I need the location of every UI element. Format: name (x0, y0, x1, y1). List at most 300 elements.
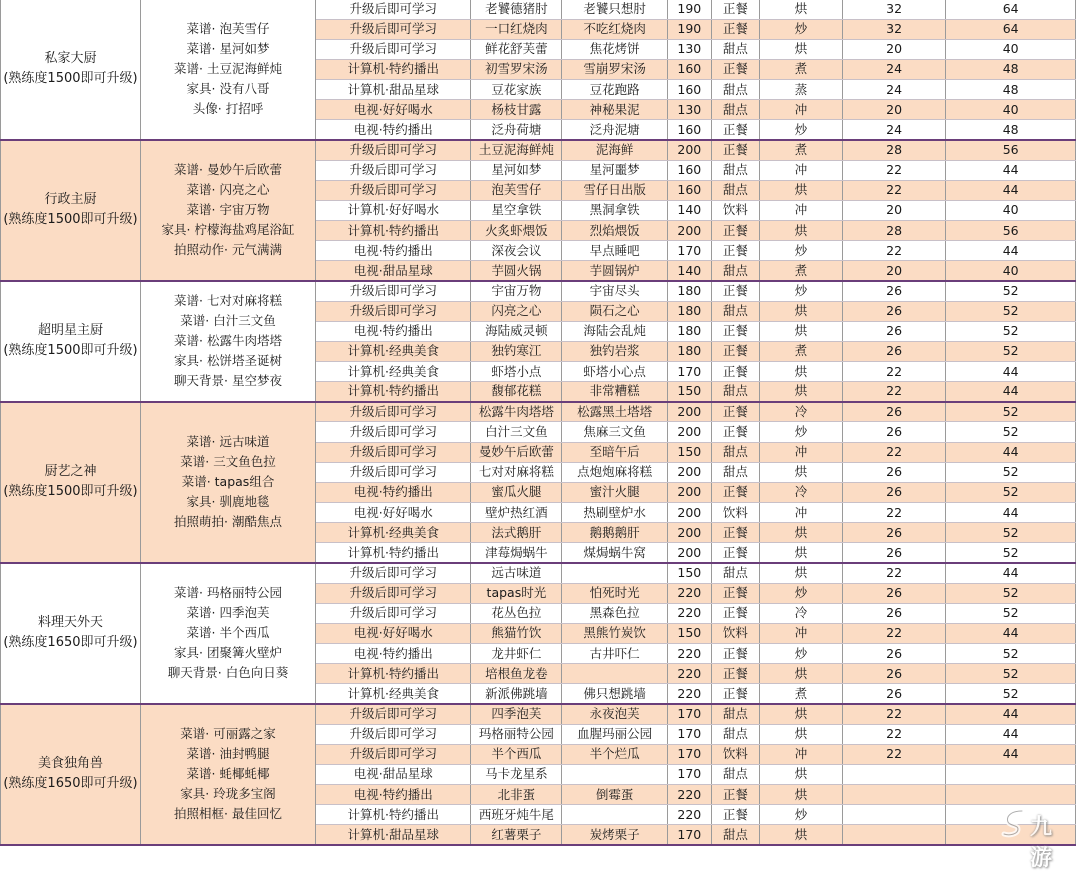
unlock-item: 菜谱· 远古味道 (186, 434, 270, 450)
chef-name: 行政主厨 (44, 192, 97, 208)
failed-dish-cell: 非常糟糕 (562, 382, 668, 402)
exp-small-cell: 26 (842, 603, 945, 623)
method-cell: 烘 (759, 362, 842, 382)
unlock-item: 菜谱· 油封鸭腿 (186, 746, 270, 762)
method-cell: 冷 (759, 603, 842, 623)
method-cell: 烘 (759, 221, 842, 241)
chef-name: 超明星主厨 (37, 323, 103, 339)
price-cell: 220 (667, 784, 711, 804)
unlock-item: 家具· 没有八哥 (186, 81, 270, 97)
category-cell: 正餐 (711, 321, 759, 341)
exp-small-cell: 26 (842, 684, 945, 704)
source-cell: 电视·甜品星球 (316, 764, 471, 784)
dish-cell: 红薯栗子 (471, 825, 562, 845)
failed-dish-cell: 泛舟泥塘 (562, 120, 668, 140)
exp-large-cell: 44 (946, 160, 1076, 180)
category-cell: 正餐 (711, 482, 759, 502)
exp-large-cell: 52 (946, 301, 1076, 321)
price-cell: 170 (667, 704, 711, 724)
dish-cell: 闪亮之心 (471, 301, 562, 321)
category-cell: 正餐 (711, 59, 759, 79)
source-cell: 计算机·经典美食 (316, 684, 471, 704)
source-cell: 电视·特约播出 (316, 241, 471, 261)
exp-small-cell: 26 (842, 281, 945, 301)
unlock-item: 菜谱· 宇宙万物 (186, 202, 270, 218)
method-cell: 冲 (759, 623, 842, 643)
dish-cell: 蜜瓜火腿 (471, 482, 562, 502)
unlock-item: 菜谱· 松露牛肉塔塔 (174, 333, 282, 349)
method-cell: 烘 (759, 523, 842, 543)
dish-cell: 土豆泥海鲜炖 (471, 140, 562, 160)
exp-large-cell: 44 (946, 241, 1076, 261)
exp-large-cell: 48 (946, 59, 1076, 79)
unlock-item: 头像· 打招呼 (192, 101, 264, 117)
exp-small-cell: 22 (842, 442, 945, 462)
exp-large-cell: 44 (946, 623, 1076, 643)
exp-small-cell: 26 (842, 301, 945, 321)
method-cell: 烘 (759, 321, 842, 341)
method-cell: 冷 (759, 402, 842, 422)
price-cell: 160 (667, 120, 711, 140)
dish-cell: 星河如梦 (471, 160, 562, 180)
failed-dish-cell: 蜜汁火腿 (562, 482, 668, 502)
dish-cell: 老饕德猪肘 (471, 0, 562, 19)
unlock-item: 家具· 柠檬海盐鸡尾浴缸 (161, 222, 295, 238)
category-cell: 正餐 (711, 221, 759, 241)
unlock-item: 聊天背景· 星空梦夜 (174, 373, 282, 389)
price-cell: 180 (667, 321, 711, 341)
price-cell: 170 (667, 825, 711, 845)
price-cell: 220 (667, 603, 711, 623)
dish-cell: 独钓寒江 (471, 341, 562, 361)
unlock-list-cell (140, 0, 315, 140)
source-cell: 升级后即可学习 (316, 140, 471, 160)
exp-small-cell: 28 (842, 140, 945, 160)
source-cell: 升级后即可学习 (316, 744, 471, 764)
price-cell: 200 (667, 221, 711, 241)
dish-cell: 龙井虾仁 (471, 644, 562, 664)
price-cell: 160 (667, 180, 711, 200)
exp-large-cell: 44 (946, 704, 1076, 724)
source-cell: 计算机·好好喝水 (316, 200, 471, 220)
source-cell: 计算机·特约播出 (316, 221, 471, 241)
failed-dish-cell: 海陆会乱炖 (562, 321, 668, 341)
failed-dish-cell (562, 563, 668, 583)
failed-dish-cell: 血腥玛丽公园 (562, 724, 668, 744)
exp-small-cell: 26 (842, 341, 945, 361)
method-cell: 炒 (759, 241, 842, 261)
exp-large-cell: 40 (946, 200, 1076, 220)
method-cell: 冷 (759, 482, 842, 502)
method-cell: 冲 (759, 200, 842, 220)
method-cell: 炒 (759, 422, 842, 442)
dish-cell: 花丛色拉 (471, 603, 562, 623)
exp-large-cell: 52 (946, 523, 1076, 543)
exp-small-cell: 26 (842, 482, 945, 502)
exp-small-cell: 24 (842, 120, 945, 140)
price-cell: 220 (667, 684, 711, 704)
dish-cell: 北非蛋 (471, 784, 562, 804)
method-cell: 烘 (759, 543, 842, 563)
unlock-item: 菜谱· 三文鱼色拉 (180, 454, 276, 470)
unlock-list-cell (140, 563, 315, 704)
exp-small-cell: 20 (842, 261, 945, 281)
price-cell: 180 (667, 281, 711, 301)
exp-large-cell: 52 (946, 462, 1076, 482)
unlock-item: 菜谱· 泡芙雪仔 (186, 21, 270, 37)
source-cell: 升级后即可学习 (316, 704, 471, 724)
method-cell: 炒 (759, 644, 842, 664)
source-cell: 电视·特约播出 (316, 321, 471, 341)
exp-large-cell: 44 (946, 362, 1076, 382)
source-cell: 升级后即可学习 (316, 603, 471, 623)
price-cell: 170 (667, 744, 711, 764)
category-cell: 饮料 (711, 744, 759, 764)
unlock-list-cell (140, 704, 315, 845)
exp-large-cell: 40 (946, 39, 1076, 59)
failed-dish-cell (562, 664, 668, 684)
recipe-row (1, 140, 1076, 160)
source-cell: 升级后即可学习 (316, 563, 471, 583)
unlock-list-cell (140, 140, 315, 281)
category-cell: 正餐 (711, 684, 759, 704)
unlock-item: 菜谱· 可丽露之家 (180, 726, 276, 742)
dish-cell: 培根鱼龙卷 (471, 664, 562, 684)
method-cell: 冲 (759, 744, 842, 764)
unlock-item: 菜谱· 曼妙午后欧蕾 (174, 162, 282, 178)
dish-cell: 杨枝甘露 (471, 100, 562, 120)
price-cell: 170 (667, 724, 711, 744)
price-cell: 190 (667, 0, 711, 19)
exp-small-cell: 20 (842, 100, 945, 120)
chef-requirement: (熟练度1500即可升级) (3, 484, 138, 500)
dish-cell: 鲜花舒芙蕾 (471, 39, 562, 59)
exp-large-cell: 52 (946, 543, 1076, 563)
chef-title-cell (1, 563, 141, 704)
dish-cell: 一口红烧肉 (471, 19, 562, 39)
failed-dish-cell: 炭烤栗子 (562, 825, 668, 845)
exp-large-cell: 52 (946, 422, 1076, 442)
category-cell: 正餐 (711, 19, 759, 39)
price-cell: 200 (667, 140, 711, 160)
category-cell: 正餐 (711, 281, 759, 301)
chef-title-cell (1, 402, 141, 563)
price-cell: 160 (667, 80, 711, 100)
price-cell: 160 (667, 160, 711, 180)
source-cell: 升级后即可学习 (316, 39, 471, 59)
source-cell: 升级后即可学习 (316, 19, 471, 39)
recipe-row (1, 704, 1076, 724)
dish-cell: 泡芙雪仔 (471, 180, 562, 200)
exp-large-cell: 52 (946, 482, 1076, 502)
source-cell: 计算机·特约播出 (316, 59, 471, 79)
failed-dish-cell: 星河噩梦 (562, 160, 668, 180)
category-cell: 甜点 (711, 724, 759, 744)
method-cell: 炒 (759, 583, 842, 603)
chef-title-cell (1, 0, 141, 140)
dish-cell: 四季泡芙 (471, 704, 562, 724)
failed-dish-cell: 永夜泡芙 (562, 704, 668, 724)
exp-large-cell: 52 (946, 341, 1076, 361)
unlock-item: 菜谱· 蚝椰蚝椰 (186, 766, 270, 782)
source-cell: 计算机·特约播出 (316, 382, 471, 402)
recipe-row (1, 402, 1076, 422)
exp-large-cell: 52 (946, 281, 1076, 301)
dish-cell: 熊猫竹饮 (471, 623, 562, 643)
method-cell: 烘 (759, 784, 842, 804)
dish-cell: 新派佛跳墙 (471, 684, 562, 704)
source-cell: 升级后即可学习 (316, 0, 471, 19)
exp-large-cell: 44 (946, 382, 1076, 402)
source-cell: 升级后即可学习 (316, 422, 471, 442)
exp-small-cell: 22 (842, 241, 945, 261)
source-cell: 电视·好好喝水 (316, 623, 471, 643)
source-cell: 计算机·经典美食 (316, 362, 471, 382)
source-cell: 电视·好好喝水 (316, 100, 471, 120)
category-cell: 正餐 (711, 341, 759, 361)
exp-large-cell: 56 (946, 221, 1076, 241)
exp-large-cell: 52 (946, 583, 1076, 603)
recipe-row (1, 0, 1076, 19)
chef-name: 厨艺之神 (44, 464, 97, 480)
method-cell: 烘 (759, 0, 842, 19)
watermark (1000, 807, 1066, 871)
unlock-item: 家具· 团聚篝火壁炉 (174, 645, 282, 661)
method-cell: 烘 (759, 724, 842, 744)
exp-small-cell: 22 (842, 704, 945, 724)
price-cell: 200 (667, 422, 711, 442)
failed-dish-cell: 雪仔日出版 (562, 180, 668, 200)
category-cell: 甜点 (711, 180, 759, 200)
price-cell: 190 (667, 19, 711, 39)
source-cell: 计算机·经典美食 (316, 523, 471, 543)
exp-small-cell (842, 825, 945, 845)
method-cell: 烘 (759, 39, 842, 59)
price-cell: 170 (667, 764, 711, 784)
method-cell: 烘 (759, 301, 842, 321)
exp-large-cell: 52 (946, 603, 1076, 623)
category-cell: 正餐 (711, 120, 759, 140)
failed-dish-cell: 点炮炮麻将糕 (562, 462, 668, 482)
chef-requirement: (熟练度1500即可升级) (3, 212, 138, 228)
dish-cell: 深夜会议 (471, 241, 562, 261)
exp-large-cell: 52 (946, 664, 1076, 684)
dish-cell: 曼妙午后欧蕾 (471, 442, 562, 462)
method-cell: 冲 (759, 442, 842, 462)
failed-dish-cell: 鹅鹅鹅肝 (562, 523, 668, 543)
exp-large-cell: 44 (946, 563, 1076, 583)
failed-dish-cell: 虾塔小心点 (562, 362, 668, 382)
method-cell: 烘 (759, 462, 842, 482)
exp-small-cell: 26 (842, 523, 945, 543)
source-cell: 计算机·甜品星球 (316, 825, 471, 845)
exp-small-cell: 26 (842, 402, 945, 422)
failed-dish-cell: 佛只想跳墙 (562, 684, 668, 704)
method-cell: 烘 (759, 664, 842, 684)
category-cell: 正餐 (711, 664, 759, 684)
exp-small-cell: 20 (842, 39, 945, 59)
method-cell: 煮 (759, 684, 842, 704)
source-cell: 计算机·经典美食 (316, 341, 471, 361)
exp-small-cell: 32 (842, 0, 945, 19)
price-cell: 130 (667, 100, 711, 120)
source-cell: 升级后即可学习 (316, 402, 471, 422)
unlock-item: 菜谱· 四季泡芙 (186, 605, 270, 621)
price-cell: 140 (667, 200, 711, 220)
unlock-item: 菜谱· 半个西瓜 (186, 625, 270, 641)
dish-cell: 星空拿铁 (471, 200, 562, 220)
unlock-item: 菜谱· 土豆泥海鲜炖 (174, 61, 282, 77)
exp-large-cell: 52 (946, 321, 1076, 341)
category-cell: 正餐 (711, 603, 759, 623)
exp-small-cell: 22 (842, 503, 945, 523)
category-cell: 甜点 (711, 825, 759, 845)
price-cell: 150 (667, 382, 711, 402)
dish-cell: 虾塔小点 (471, 362, 562, 382)
dish-cell: 西班牙炖牛尾 (471, 805, 562, 825)
category-cell: 甜点 (711, 462, 759, 482)
failed-dish-cell: 黑熊竹炭饮 (562, 623, 668, 643)
chef-name: 料理天外天 (37, 615, 103, 631)
source-cell: 电视·特约播出 (316, 644, 471, 664)
price-cell: 200 (667, 543, 711, 563)
source-cell: 电视·特约播出 (316, 120, 471, 140)
unlock-item: 菜谱· 七对对麻将糕 (174, 293, 282, 309)
category-cell: 饮料 (711, 503, 759, 523)
dish-cell: 白汁三文鱼 (471, 422, 562, 442)
recipe-row (1, 563, 1076, 583)
price-cell: 180 (667, 301, 711, 321)
failed-dish-cell: 陨石之心 (562, 301, 668, 321)
category-cell: 正餐 (711, 422, 759, 442)
source-cell: 计算机·甜品星球 (316, 80, 471, 100)
method-cell: 烘 (759, 704, 842, 724)
category-cell: 正餐 (711, 805, 759, 825)
dish-cell: 半个西瓜 (471, 744, 562, 764)
price-cell: 220 (667, 664, 711, 684)
exp-small-cell: 24 (842, 59, 945, 79)
category-cell: 饮料 (711, 623, 759, 643)
unlock-item: 菜谱· 玛格丽特公园 (174, 585, 282, 601)
watermark-text: 九游 (1030, 815, 1053, 871)
method-cell: 冲 (759, 100, 842, 120)
unlock-list-cell (140, 281, 315, 402)
unlock-item: 菜谱· 白汁三文鱼 (180, 313, 276, 329)
dish-cell: 海陆威灵顿 (471, 321, 562, 341)
method-cell: 冲 (759, 160, 842, 180)
method-cell: 炒 (759, 805, 842, 825)
price-cell: 150 (667, 563, 711, 583)
method-cell: 炒 (759, 281, 842, 301)
failed-dish-cell: 烈焰煨饭 (562, 221, 668, 241)
chef-requirement: (熟练度1650即可升级) (3, 635, 138, 651)
failed-dish-cell: 雪崩罗宋汤 (562, 59, 668, 79)
chef-requirement: (熟练度1650即可升级) (3, 776, 138, 792)
method-cell: 烘 (759, 563, 842, 583)
source-cell: 升级后即可学习 (316, 281, 471, 301)
method-cell: 煮 (759, 341, 842, 361)
exp-large-cell: 44 (946, 503, 1076, 523)
failed-dish-cell: 倒霉蛋 (562, 784, 668, 804)
exp-large-cell: 40 (946, 100, 1076, 120)
chef-name: 美食独角兽 (37, 756, 103, 772)
source-cell: 电视·甜品星球 (316, 261, 471, 281)
exp-large-cell: 44 (946, 180, 1076, 200)
method-cell: 冲 (759, 503, 842, 523)
exp-small-cell: 22 (842, 724, 945, 744)
dish-cell: 松露牛肉塔塔 (471, 402, 562, 422)
exp-large-cell: 48 (946, 120, 1076, 140)
exp-small-cell: 22 (842, 160, 945, 180)
source-cell: 电视·特约播出 (316, 784, 471, 804)
exp-large-cell: 52 (946, 644, 1076, 664)
unlock-item: 菜谱· 闪亮之心 (186, 182, 270, 198)
exp-small-cell: 22 (842, 382, 945, 402)
failed-dish-cell: 不吃红烧肉 (562, 19, 668, 39)
unlock-item: 家具· 松饼塔圣诞树 (174, 353, 282, 369)
source-cell: 升级后即可学习 (316, 301, 471, 321)
price-cell: 200 (667, 482, 711, 502)
category-cell: 甜点 (711, 704, 759, 724)
category-cell: 饮料 (711, 200, 759, 220)
failed-dish-cell: 半个烂瓜 (562, 744, 668, 764)
price-cell: 220 (667, 644, 711, 664)
failed-dish-cell: 泥海鲜 (562, 140, 668, 160)
exp-small-cell: 28 (842, 221, 945, 241)
price-cell: 160 (667, 59, 711, 79)
source-cell: 计算机·特约播出 (316, 664, 471, 684)
price-cell: 140 (667, 261, 711, 281)
category-cell: 甜点 (711, 261, 759, 281)
dish-cell: 法式鹅肝 (471, 523, 562, 543)
category-cell: 甜点 (711, 80, 759, 100)
exp-large-cell: 64 (946, 19, 1076, 39)
dish-cell: 远古味道 (471, 563, 562, 583)
unlock-item: 拍照相框· 最佳回忆 (174, 806, 282, 822)
chef-title-cell (1, 281, 141, 402)
failed-dish-cell: 热刷壁炉水 (562, 503, 668, 523)
failed-dish-cell (562, 805, 668, 825)
exp-small-cell: 26 (842, 422, 945, 442)
price-cell: 200 (667, 503, 711, 523)
price-cell: 170 (667, 241, 711, 261)
exp-small-cell: 26 (842, 664, 945, 684)
method-cell: 烘 (759, 764, 842, 784)
exp-small-cell: 32 (842, 19, 945, 39)
chef-name: 私家大厨 (44, 51, 97, 67)
chef-requirement: (熟练度1500即可升级) (3, 71, 138, 87)
failed-dish-cell: 古井吓仁 (562, 644, 668, 664)
recipe-row (1, 281, 1076, 301)
source-cell: 升级后即可学习 (316, 180, 471, 200)
dish-cell: 初雪罗宋汤 (471, 59, 562, 79)
dish-cell: 七对对麻将糕 (471, 462, 562, 482)
failed-dish-cell: 芋圆锅炉 (562, 261, 668, 281)
failed-dish-cell: 怕死时光 (562, 583, 668, 603)
exp-large-cell: 64 (946, 0, 1076, 19)
failed-dish-cell: 煤焗蜗牛窝 (562, 543, 668, 563)
source-cell: 升级后即可学习 (316, 462, 471, 482)
exp-large-cell: 52 (946, 402, 1076, 422)
source-cell: 升级后即可学习 (316, 583, 471, 603)
failed-dish-cell: 早点睡吧 (562, 241, 668, 261)
unlock-list-cell (140, 402, 315, 563)
source-cell: 计算机·特约播出 (316, 543, 471, 563)
exp-small-cell: 22 (842, 563, 945, 583)
dish-cell: tapas时光 (471, 583, 562, 603)
price-cell: 220 (667, 583, 711, 603)
method-cell: 烘 (759, 382, 842, 402)
